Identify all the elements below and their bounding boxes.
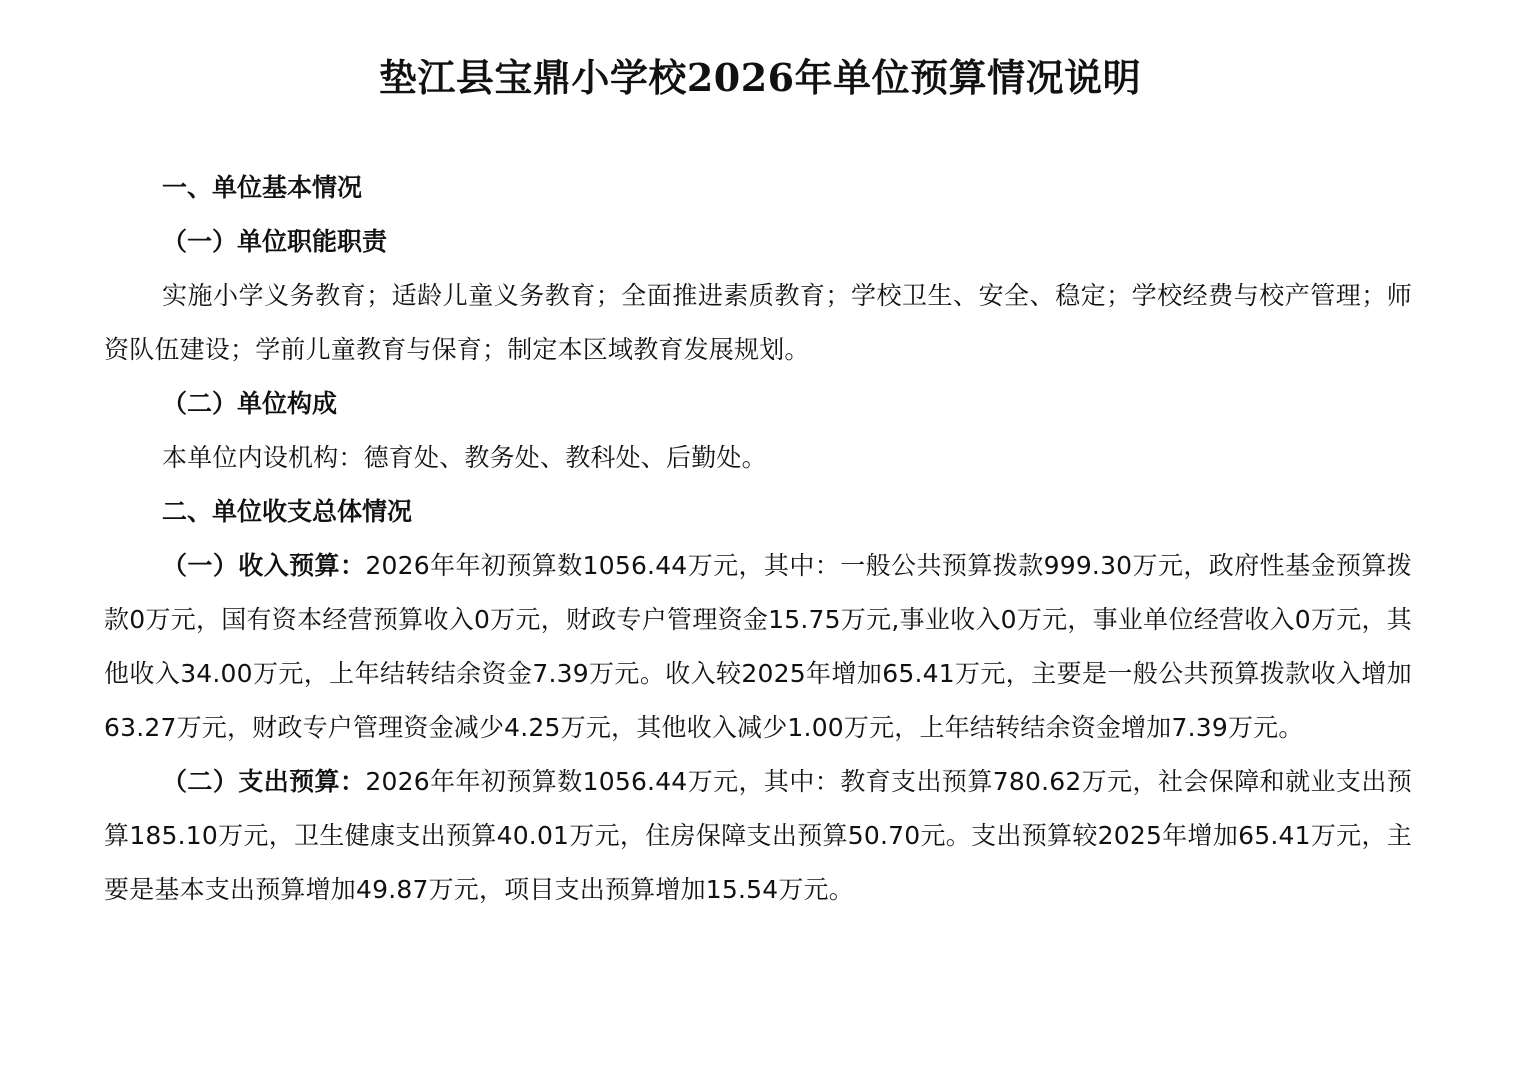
expenditure-budget-text: 2026年年初预算数1056.44万元，其中：教育支出预算780.62万元，社会保障和就业支出预算185.10万元，卫生健康支出预算40.01万元，住房保障支出预算50.70元。支出预算较2025年增加65.41万元，主要是基本支出预算增加49.87万元，项目支出预算增加15.54万元。 — [104, 767, 1412, 904]
income-budget-lead: （一）收入预算： — [162, 551, 366, 580]
section-heading-basic-info: 一、单位基本情况 — [162, 173, 363, 202]
expenditure-budget-lead: （二）支出预算： — [162, 767, 366, 796]
section-heading-budget-overview: 二、单位收支总体情况 — [162, 497, 413, 526]
paragraph-expenditure-budget — [104, 755, 1412, 917]
paragraph-functions: 实施小学义务教育；适龄儿童义务教育；全面推进素质教育；学校卫生、安全、稳定；学校经费与校产管理；师资队伍建设；学前儿童教育与保育；制定本区域教育发展规划。 — [104, 281, 1412, 364]
paragraph-income-budget — [104, 539, 1412, 755]
paragraph-composition: 本单位内设机构：德育处、教务处、教科处、后勤处。 — [162, 443, 767, 472]
income-budget-text: 2026年年初预算数1056.44万元，其中：一般公共预算拨款999.30万元，政府性基金预算拨款0万元，国有资本经营预算收入0万元，财政专户管理资金15.75万元,事业收入0万元，事业单位经营收入0万元，其他收入34.00万元，上年结转结余资金7.39万元。收入较2025年增加65.41万元，主要是一般公共预算拨款收入增加63.27万元，财政专户管理资金减少4.25万元，其他收入减少1.00万元，上年结转结余资金增加7.39万元。 — [104, 551, 1412, 742]
subsection-heading-functions: （一）单位职能职责 — [162, 227, 388, 256]
page-title: 垫江县宝鼎小学校2026年单位预算情况说明 — [378, 55, 1142, 100]
subsection-heading-composition: （二）单位构成 — [162, 389, 338, 418]
document-body — [104, 161, 1412, 917]
